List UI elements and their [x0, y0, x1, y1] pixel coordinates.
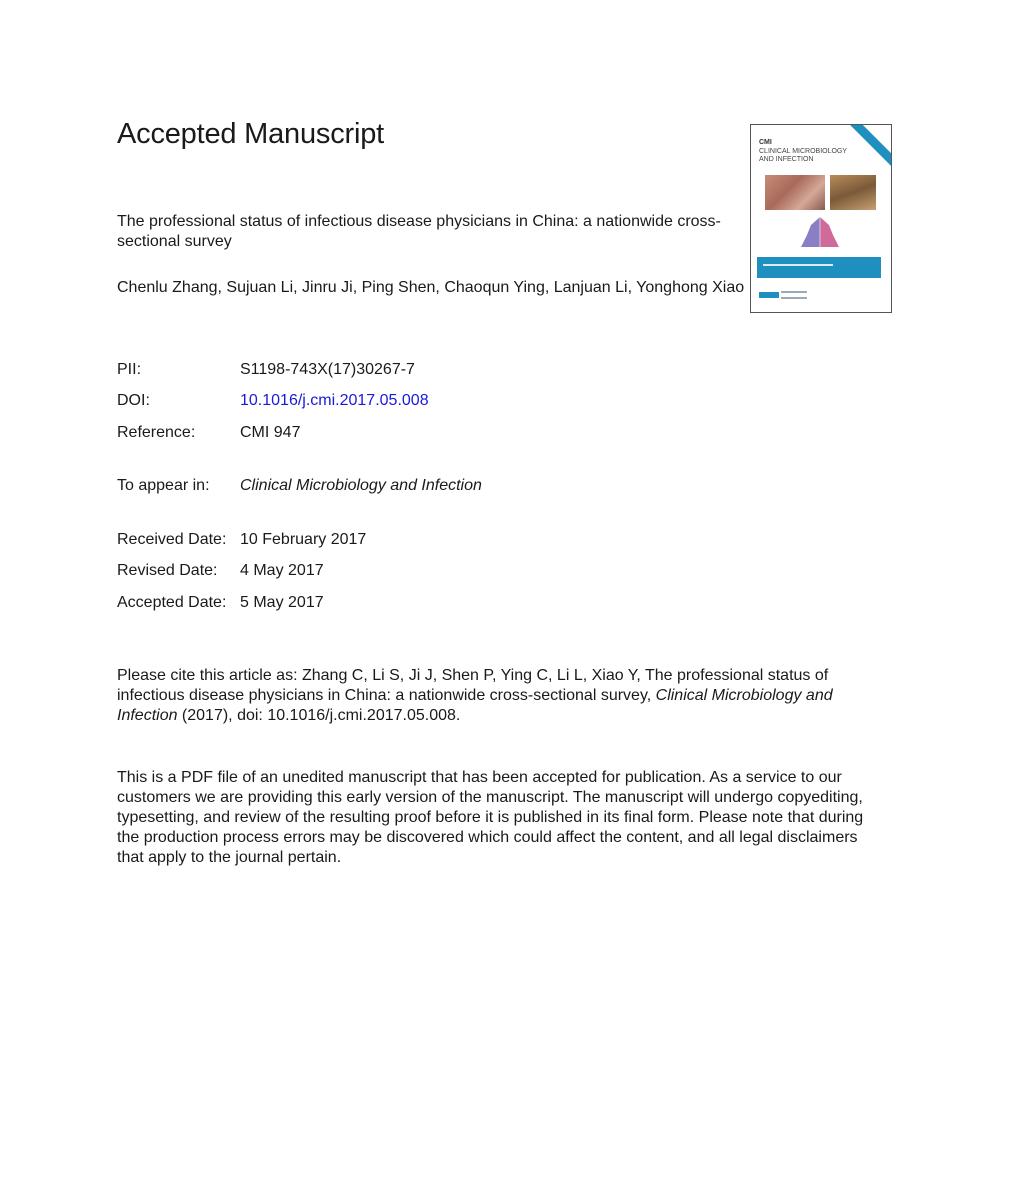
- publisher-logo-text-icon: [781, 291, 807, 299]
- manuscript-notice: This is a PDF file of an unedited manuscript that has been accepted for publication. As a service to our customers we are providing this early version of the manuscript. The manuscript will undergo copyediting, typesetting, and review of the resulting proof before it is published in its final form. Please note that during the production process errors may be discovered which could affect the content, and all legal disclaimers that apply to the journal pertain.: [117, 769, 864, 866]
- article-authors: Chenlu Zhang, Sujuan Li, Jinru Ji, Ping Shen, Chaoqun Ying, Lanjuan Li, Yonghong Xiao: [117, 279, 745, 296]
- cover-band-text: [763, 264, 833, 266]
- reference-value: CMI 947: [240, 424, 301, 441]
- received-date: 10 February 2017: [240, 531, 367, 548]
- revised-date: 4 May 2017: [240, 562, 324, 579]
- journal-name: Clinical Microbiology and Infection: [240, 477, 482, 494]
- pii-value: S1198-743X(17)30267-7: [240, 361, 415, 378]
- accepted-date: 5 May 2017: [240, 594, 324, 611]
- appear-in-label: To appear in:: [117, 477, 210, 494]
- cover-journal-abbr: CMI: [759, 139, 772, 146]
- publisher-logo-icon: [759, 292, 779, 298]
- citation-journal: Clinical Microbiology and Infection: [117, 687, 833, 724]
- citation-paragraph: [117, 666, 877, 726]
- reference-label: Reference:: [117, 424, 196, 441]
- accepted-label: Accepted Date:: [117, 594, 227, 611]
- article-title: The professional status of infectious disease physicians in China: a nationwide cross-sectional survey: [117, 213, 721, 250]
- revised-label: Revised Date:: [117, 562, 218, 579]
- cover-photo-market: [830, 175, 876, 210]
- cover-photo-hands: [765, 175, 825, 210]
- doi-label: DOI:: [117, 392, 150, 409]
- cover-journal-name: CLINICAL MICROBIOLOGY AND INFECTION: [759, 148, 847, 163]
- page-heading: Accepted Manuscript: [117, 118, 384, 150]
- received-label: Received Date:: [117, 531, 227, 548]
- journal-cover-thumbnail: [750, 124, 892, 313]
- citation-suffix: (2017), doi: 10.1016/j.cmi.2017.05.008.: [177, 707, 461, 724]
- citation-prefix: Please cite this article as: Zhang C, Li S, Ji J, Shen P, Ying C, Li L, Xiao Y, The professional status of infectious disease physicians in China: a nationwide cross-sectional survey,: [117, 667, 829, 704]
- doi-link[interactable]: 10.1016/j.cmi.2017.05.008: [240, 392, 429, 409]
- pii-label: PII:: [117, 361, 142, 378]
- cover-blue-band: [757, 257, 881, 278]
- cover-population-pyramid-icon: [795, 215, 845, 249]
